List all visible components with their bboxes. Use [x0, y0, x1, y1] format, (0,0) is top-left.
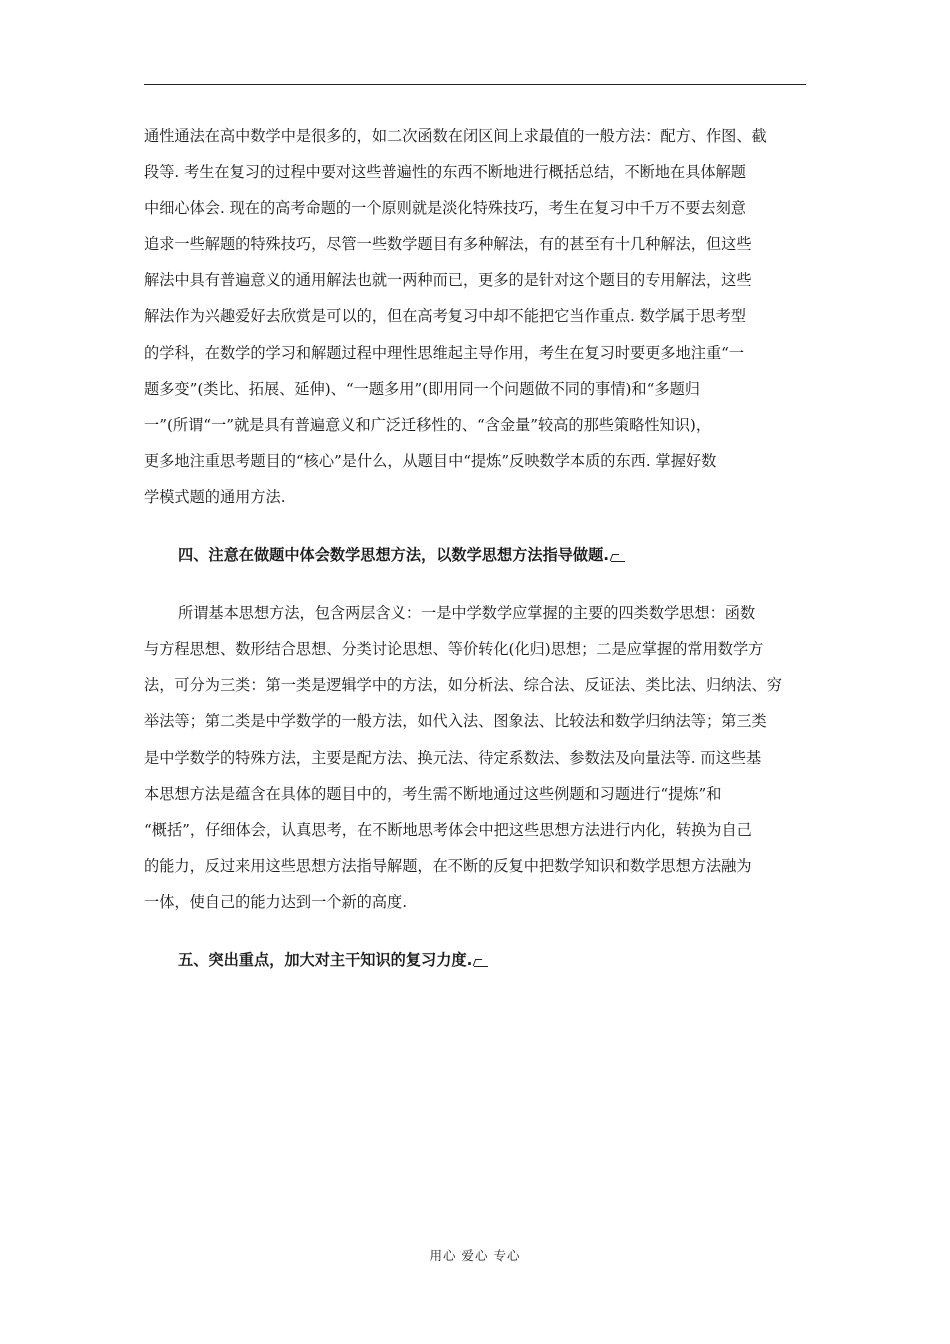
paragraph-2 — [144, 595, 806, 920]
paragraph-line: 解法中具有普遍意义的通用解法也就一两种而已，更多的是针对这个题目的专用解法，这些 — [144, 271, 752, 290]
paragraph-line: 学模式题的通用方法. — [144, 487, 286, 506]
paragraph-line: 一”(所谓“一”就是具有普遍意义和广泛迁移性的、“含金量”较高的那些策略性知识)， — [144, 415, 712, 434]
paragraph-line: 法，可分为三类：第一类是逻辑学中的方法，如分析法、综合法、反证法、类比法、归纳法、穷 — [144, 676, 782, 695]
section-heading-4 — [144, 537, 806, 573]
section-heading-text: 五、突出重点，加大对主干知识的复习力度. — [178, 950, 473, 969]
paragraph-line: 本思想方法是蕴含在具体的题目中的，考生需不断地通过这些例题和习题进行“提炼”和 — [144, 784, 722, 803]
paragraph-line: 的能力，反过来用这些思想方法指导解题，在不断的反复中把数学知识和数学思想方法融为 — [144, 856, 752, 875]
paragraph-line: 题多变”(类比、拓展、延伸)、“一题多用”(即用同一个问题做不同的事情)和“多题归 — [144, 379, 700, 398]
paragraph-line: “概括”，仔细体会，认真思考，在不断地思考体会中把这些思想方法进行内化，转换为自己 — [144, 820, 752, 839]
paragraph-line: 解法作为兴趣爱好去欣赏是可以的，但在高考复习中却不能把它当作重点. 数学属于思考型 — [144, 307, 746, 326]
paragraph-mark-icon — [611, 551, 625, 562]
paragraph-line: 中细心体会. 现在的高考命题的一个原则就是淡化特殊技巧，考生在复习中千万不要去刻意 — [144, 199, 746, 218]
section-heading-text: 四、注意在做题中体会数学思想方法，以数学思想方法指导做题. — [178, 546, 610, 565]
paragraph-line: 举法等；第二类是中学数学的一般方法，如代入法、图象法、比较法和数学归纳法等；第三类 — [144, 712, 767, 731]
header-rule — [144, 84, 806, 85]
paragraph-line: 与方程思想、数形结合思想、分类讨论思想、等价转化(化归)思想；二是应掌握的常用数学方 — [144, 640, 764, 659]
paragraph-mark-icon — [474, 956, 488, 967]
paragraph-line: 所谓基本思想方法，包含两层含义：一是中学数学应掌握的主要的四类数学思想：函数 — [178, 604, 756, 623]
paragraph-line: 通性通法在高中数学中是很多的，如二次函数在闭区间上求最值的一般方法：配方、作图、截 — [144, 127, 767, 145]
page-footer: 用心 爱心 专心 — [429, 1248, 521, 1263]
paragraph-line: 一体，使自己的能力达到一个新的高度. — [144, 892, 408, 911]
paragraph-line: 追求一些解题的特殊技巧，尽管一些数学题目有多种解法，有的甚至有十几种解法，但这些 — [144, 235, 752, 254]
paragraph-1 — [144, 118, 806, 515]
page-content — [144, 118, 806, 978]
paragraph-line: 更多地注重思考题目的“核心”是什么，从题目中“提炼”反映数学本质的东西. 掌握好数 — [144, 451, 717, 470]
paragraph-line: 段等. 考生在复习的过程中要对这些普遍性的东西不断地进行概括总结，不断地在具体解题 — [144, 163, 746, 182]
paragraph-line: 是中学数学的特殊方法，主要是配方法、换元法、待定系数法、参数法及向量法等. 而这些基 — [144, 748, 762, 767]
paragraph-line: 的学科，在数学的学习和解题过程中理性思维起主导作用，考生在复习时要更多地注重“一 — [144, 343, 745, 362]
section-heading-5 — [144, 942, 806, 978]
